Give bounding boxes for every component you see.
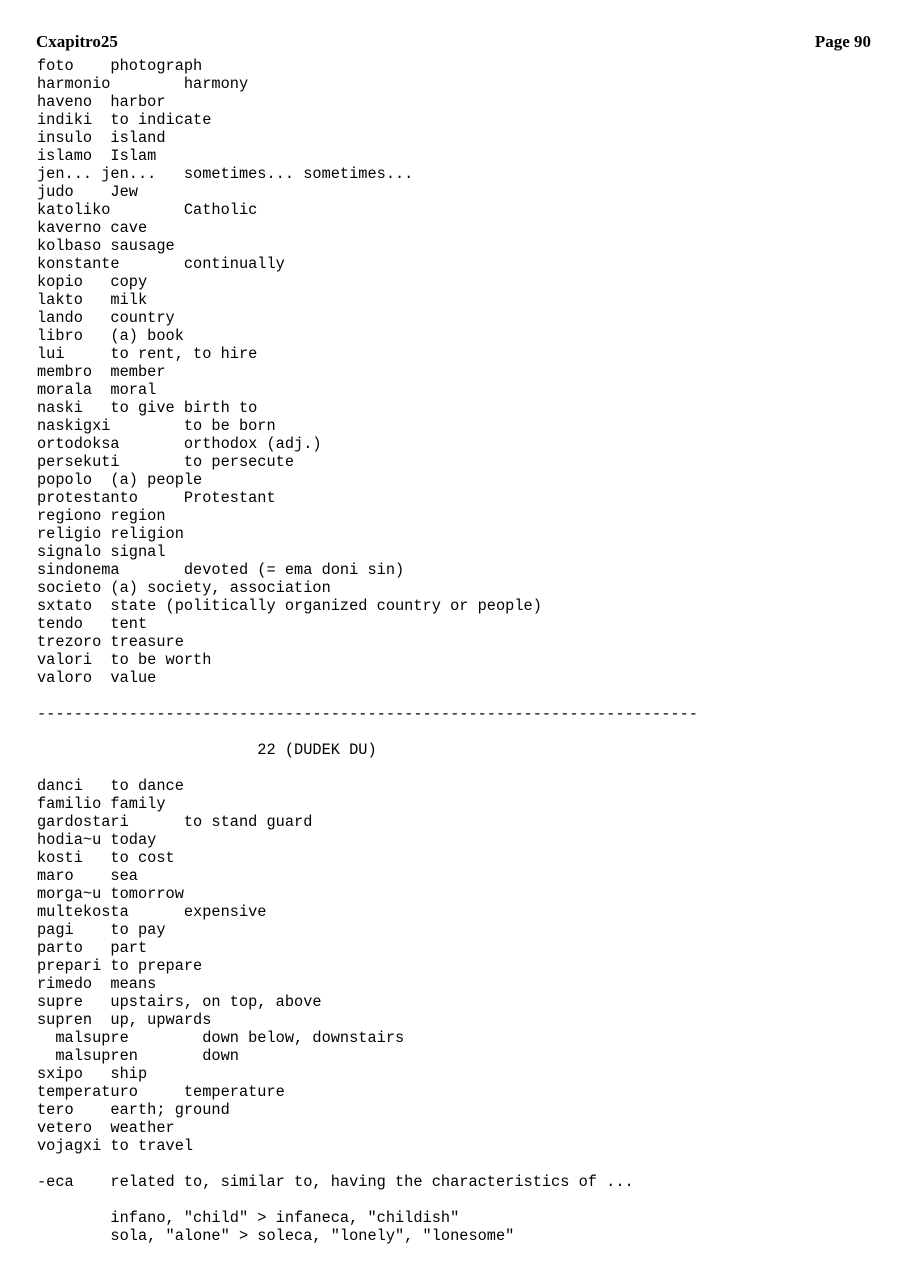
text-line: naski to give birth to — [37, 399, 258, 417]
blank-line — [37, 1191, 885, 1209]
blank-line — [37, 759, 885, 777]
text-line: lui to rent, to hire — [37, 345, 258, 363]
text-line: haveno harbor — [37, 93, 166, 111]
text-line: vojagxi to travel — [37, 1137, 194, 1155]
text-line: sindonema devoted (= ema doni sin) — [37, 561, 405, 579]
text-line: tero earth; ground — [37, 1101, 230, 1119]
text-line: naskigxi to be born — [37, 417, 276, 435]
text-line: kolbaso sausage — [37, 237, 175, 255]
text-line: foto photograph — [37, 57, 203, 75]
text-line: gardostari to stand guard — [37, 813, 313, 831]
text-line: malsupren down — [37, 1047, 239, 1065]
text-line: sxipo ship — [37, 1065, 148, 1083]
text-line: lakto milk — [37, 291, 148, 309]
text-line: persekuti to persecute — [37, 453, 295, 471]
text-line: societo (a) society, association — [37, 579, 331, 597]
text-line: trezoro treasure — [37, 633, 184, 651]
text-line: jen... jen... sometimes... sometimes... — [37, 165, 414, 183]
text-line: morga~u tomorrow — [37, 885, 184, 903]
section-divider: ------------------------------------------------------------------------ — [37, 705, 698, 723]
text-line: popolo (a) people — [37, 471, 203, 489]
text-line: supren up, upwards — [37, 1011, 212, 1029]
text-line: sxtato state (politically organized country or people) — [37, 597, 542, 615]
text-line: sola, "alone" > soleca, "lonely", "lonesome" — [37, 1227, 515, 1245]
text-line: kosti to cost — [37, 849, 175, 867]
text-line: protestanto Protestant — [37, 489, 276, 507]
text-line: regiono region — [37, 507, 166, 525]
text-line: valoro value — [37, 669, 157, 687]
text-line: valori to be worth — [37, 651, 212, 669]
text-line: familio family — [37, 795, 166, 813]
text-line: religio religion — [37, 525, 184, 543]
text-line: tendo tent — [37, 615, 148, 633]
text-line: vetero weather — [37, 1119, 175, 1137]
document-body — [37, 57, 885, 1245]
blank-line — [37, 723, 885, 741]
text-line: indiki to indicate — [37, 111, 212, 129]
text-line: libro (a) book — [37, 327, 184, 345]
text-line: insulo island — [37, 129, 166, 147]
text-line: maro sea — [37, 867, 138, 885]
text-line: membro member — [37, 363, 166, 381]
blank-line — [37, 687, 885, 705]
text-line: signalo signal — [37, 543, 166, 561]
text-line: ortodoksa orthodox (adj.) — [37, 435, 322, 453]
text-line: konstante continually — [37, 255, 285, 273]
text-line: pagi to pay — [37, 921, 166, 939]
chapter-title: Cxapitro25 — [36, 32, 118, 51]
text-line: supre upstairs, on top, above — [37, 993, 322, 1011]
text-line: lando country — [37, 309, 175, 327]
text-line: hodia~u today — [37, 831, 157, 849]
text-line: rimedo means — [37, 975, 157, 993]
text-line: morala moral — [37, 381, 157, 399]
text-line: katoliko Catholic — [37, 201, 258, 219]
page-number: Page 90 — [814, 32, 871, 51]
text-line: harmonio harmony — [37, 75, 249, 93]
text-line: parto part — [37, 939, 148, 957]
section-heading: 22 (DUDEK DU) — [37, 741, 377, 759]
text-line: -eca related to, similar to, having the characteristics of ... — [37, 1173, 634, 1191]
text-line: islamo Islam — [37, 147, 157, 165]
text-line: kopio copy — [37, 273, 148, 291]
page-header — [36, 31, 871, 53]
text-line: kaverno cave — [37, 219, 148, 237]
text-line: judo Jew — [37, 183, 138, 201]
text-line: malsupre down below, downstairs — [37, 1029, 405, 1047]
blank-line — [37, 1155, 885, 1173]
text-line: temperaturo temperature — [37, 1083, 285, 1101]
text-line: danci to dance — [37, 777, 184, 795]
text-line: infano, "child" > infaneca, "childish" — [37, 1209, 460, 1227]
text-line: multekosta expensive — [37, 903, 267, 921]
text-line: prepari to prepare — [37, 957, 203, 975]
